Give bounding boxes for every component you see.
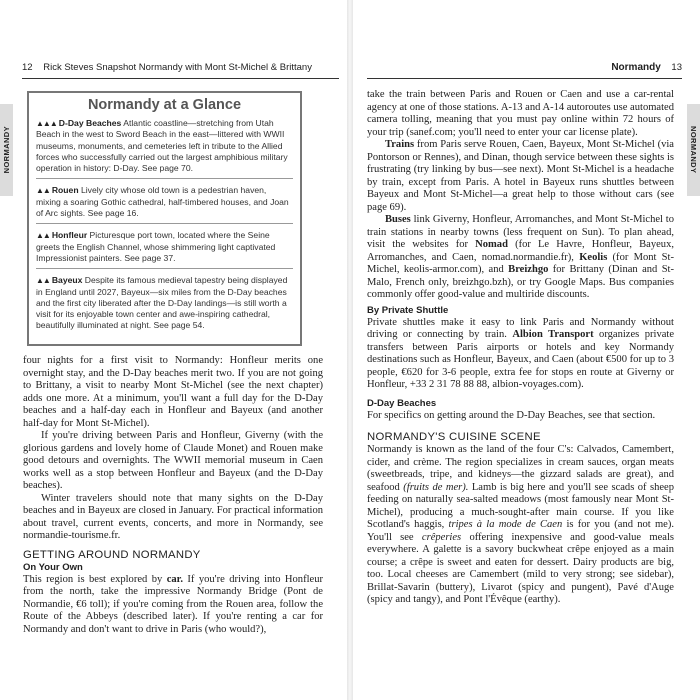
bold-term-nomad: Nomad: [475, 239, 508, 250]
right-header-rule: [367, 78, 682, 79]
bold-term-car: car.: [166, 573, 183, 585]
text-run: (for Le Havre, Honfleur, Bayeux, Arromanches, and Caen, nomad.normandie.fr),: [367, 239, 674, 263]
glance-entry-honfleur: [36, 223, 293, 268]
glance-entry-text: Lively city whose old town is a pedestrian haven, mixing a soaring Gothic cathedral, half-timbered houses, and Joan of Arc sights. See page 16.: [36, 185, 289, 219]
section-name: Normandy: [611, 62, 661, 73]
glance-entry-text: Despite its famous medieval tapestry being displayed in England until 2027, Bayeux—six miles from the D-Day beaches and the first city liberated after the D-Day landings—is still worth a visit for its enjoyable town center and awe-inspiring cathedral, beautifully illuminated at night. See page 54.: [36, 275, 288, 331]
text-run: (for Mont St-Michel, keolis-armor.com), and: [367, 251, 674, 275]
bold-term-buses: Buses: [385, 214, 411, 225]
glance-entry-rouen: [36, 178, 293, 223]
subheading-on-your-own: On Your Own: [23, 561, 83, 573]
left-page: [0, 0, 347, 700]
section-heading-cuisine: NORMANDY'S CUISINE SCENE: [367, 431, 541, 443]
glance-entry-name: D-Day Beaches: [58, 118, 122, 128]
italic-term: crêperies: [421, 531, 462, 543]
text-run: Lamb is big here and you'll see scads of sheep feeding on naturally sea-salted meadows (most famously near Mont St-Michel), producing a much-sought-after main course. If you like Scotland's haggis,: [367, 481, 674, 530]
body-paragraph: For specifics on getting around the D-Day Beaches, see that section.: [367, 409, 656, 421]
right-thumb-tab: [687, 104, 700, 196]
text-run: for Brittany (Dinan and St-Malo, French only, breizhgo.bzh), or try Google Maps. Bus companies commonly offer good-value and multiride discounts.: [367, 264, 675, 300]
body-paragraph: four nights for a first visit to Normandy: Honfleur merits one overnight stay, and the D-Day beaches merit two. If you are not going to Brittany, a visit to nearby Mont St-Michel (see the next chapter) adds one more. At a minimum, you'll want a full day for the D-Day beaches and a half-day each in Honfleur and Bayeux (and another half-day for Mont St-Michel).: [23, 355, 323, 429]
body-paragraph-cuisine: [367, 444, 674, 607]
italic-term: tripes à la mode de Caen: [448, 519, 563, 530]
glance-entry-name: Rouen: [51, 185, 79, 196]
glance-entry-bayeux: [36, 268, 293, 335]
body-paragraph: [23, 574, 323, 637]
rating-triangles-icon: ▲▲▲: [36, 119, 57, 128]
glance-entry-text: Picturesque port town, located where the Seine greets the English Channel, whose shimmering light captivated Impressionist painters. See page 37.: [36, 230, 276, 263]
glance-box: [27, 91, 302, 346]
subheading-private-shuttle: By Private Shuttle: [367, 304, 449, 316]
left-thumb-tab: [0, 104, 13, 196]
left-header-rule: [22, 78, 339, 79]
text-run: offering inexpensive and good-value meals everywhere. A galette is a savory buckwheat crêpe enjoyed as a main course; a crêpe is sweet and eaten for dessert. Dairy products are big, too. Local cheeses are Camembert (mild to very strong; see sidebar), Brillat-Savarin (buttery), Livarot (spicy and pungent), Pavé d'Auge (spicy and tangy), and Pont l'Évêque (earthy).: [367, 531, 674, 605]
rating-triangles-icon: ▲▲: [36, 186, 50, 196]
left-thumb-tab-label: NORMANDY: [2, 126, 11, 174]
body-paragraph: Winter travelers should note that many sights on the D-Day beaches and in Bayeux are closed in January. For practical information about travel, current events, concerts, and more in Normandy, see normandie-tourisme.fr.: [23, 492, 323, 541]
right-body-column: [367, 89, 674, 607]
glance-entry-name: Bayeux: [51, 275, 83, 286]
text-run: is for you (and not me). You'll see: [367, 519, 674, 543]
subheading-dday-beaches: D-Day Beaches: [367, 397, 437, 409]
body-paragraph: take the train between Paris and Rouen or Caen and use a car-rental agency at one of those stations. A-13 and A-14 autoroutes use automated camera tolling, meaning that you must pay online within 72 hours of your trip (sanef.com; you'll need to enter your car license plate).: [367, 89, 674, 138]
glance-entry-name: Honfleur: [51, 230, 88, 241]
text-run: Normandy is known as the land of the four C's: Calvados, Camembert, cider, and crème. The region specializes in cream sauces, organ meats (sweetbreads, tripe, and kidneys—the gizzard salads are great), and seafood: [367, 444, 674, 493]
text-run: If you're driving into Honfleur from the north, take the impressive Normandy Bridge (Pont de Normandie, €6 toll); if you're coming from the Rouen area, follow the Route of the Abbeys (described later). If you're renting a car for Normandy and don't want to drive in Paris (who would?),: [23, 573, 323, 635]
bold-term-breizhgo: Breizhgo: [508, 264, 549, 275]
glance-title: Normandy at a Glance: [87, 97, 242, 113]
bold-term-keolis: Keolis: [579, 251, 608, 263]
body-paragraph: If you're driving between Paris and Honfleur, Giverny (with the glorious gardens and lovely home of Claude Monet) and Rouen make good detours and overnights. The WWII memorial museum in Caen works well as a stop between Honfleur and Bayeux (and the D-Day beaches).: [23, 430, 323, 491]
glance-entry-dday: [36, 116, 293, 178]
left-running-head: [22, 62, 312, 73]
right-thumb-tab-label: NORMANDY: [689, 126, 698, 174]
glance-entry-text: Atlantic coastline—stretching from Utah Beach in the west to Sword Beach in the east—littered with WWII museums, monuments, and cemeteries left in tribute to the Allied forces who successfully carried out the largest amphibious military operation in history: D-Day. See page 70.: [36, 118, 288, 174]
right-page: [353, 0, 700, 700]
text-run: Private shuttles make it easy to link Paris and Normandy without driving or connecting by train.: [367, 316, 674, 340]
italic-term: (fruits de mer).: [403, 481, 469, 493]
bold-term-albion: Albion Transport: [512, 329, 594, 340]
rating-triangles-icon: ▲▲: [36, 231, 50, 241]
book-title: Rick Steves Snapshot Normandy with Mont St-Michel & Brittany: [43, 62, 312, 73]
body-paragraph-buses: [367, 214, 674, 302]
left-page-number: 12: [22, 62, 33, 73]
text-run: from Paris serve Rouen, Caen, Bayeux, Mont St-Michel (via Pontorson or Rennes), and Dinan, though service between these sights is frustrating (try linking by bus—see next). Mont St-Michel is a headache by train, except from Paris. A hotel in Bayeux runs shuttles between Bayeux and Mont St-Michel—a great help to those without cars (see page 69).: [367, 139, 674, 213]
right-running-head: [611, 62, 682, 73]
rating-triangles-icon: ▲▲: [36, 276, 50, 286]
text-run: This region is best explored by: [23, 573, 167, 585]
text-run: link Giverny, Honfleur, Arromanches, and Mont St-Michel to train stations in nearby towns (less frequent on Sun). To plan ahead, visit the websites for: [367, 214, 674, 250]
bold-term-trains: Trains: [385, 139, 415, 150]
right-page-number: 13: [671, 62, 682, 73]
text-run: organizes private transfers between Paris airports or hotels and key Normandy destinations such as Honfleur, Bayeux, and Caen (about €500 for up to 3 people, €620 for 3-6 people, extra fee for stops en route at Giverny or Honfleur, +33 2 31 78 88 88, albion-voyages.com).: [367, 329, 675, 390]
left-body-column: [23, 355, 323, 636]
body-paragraph-shuttle: [367, 317, 674, 392]
section-heading-getting-around: GETTING AROUND NORMANDY: [23, 548, 201, 561]
body-paragraph-trains: [367, 139, 674, 214]
